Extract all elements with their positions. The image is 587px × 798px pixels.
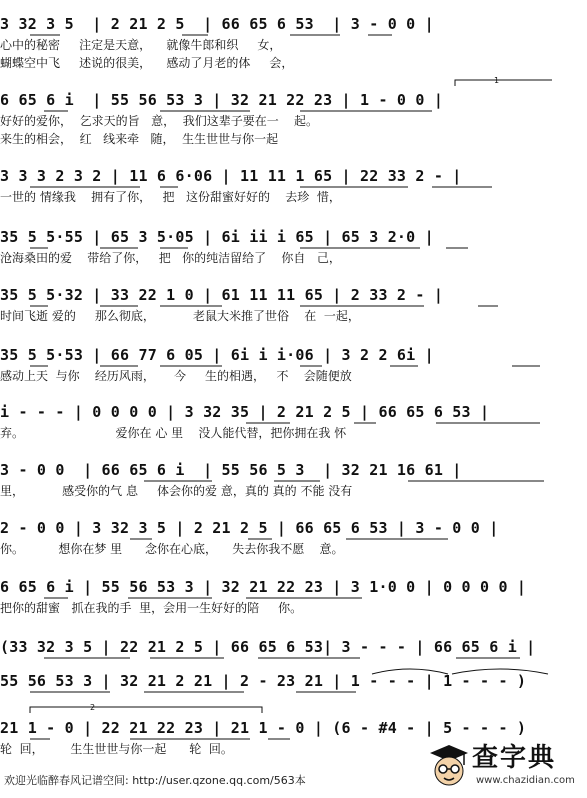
lyric-line: 弃。 爱你在 心 里 没人能代替，把你拥在我 怀	[0, 426, 347, 440]
mascot-icon	[426, 741, 472, 791]
notation-line: 3 32 3 5 | 2 21 2 5 | 66 65 6 53 | 3 - 0 0 |	[0, 15, 434, 33]
notation-line: 35 5 5·55 | 65 3 5·05 | 6i ii i 65 | 65 3 2·0 |	[0, 228, 434, 246]
lyric-line: 里， 感受你的气 息 体会你的爱 意，真的 真的 不能 没有	[0, 484, 353, 498]
notation-line: 35 5 5·53 | 66 77 6 05 | 6i i i·06 | 3 2 2 6i |	[0, 346, 434, 364]
notation-line: i - - - | 0 0 0 0 | 3 32 35 | 2 21 2 5 | 66 65 6 53 |	[0, 403, 490, 421]
notation-line: 3 - 0 0 | 66 65 6 i | 55 56 5 3 | 32 21 16 61 |	[0, 461, 462, 479]
site-logo	[424, 739, 584, 793]
lyric-verse-2: 蝴蝶空中飞 述说的很美， 感动了月老的体 会，	[0, 56, 294, 70]
lyric-line: 你。 想你在梦 里 念你在心底， 失去你我不愿 意。	[0, 542, 344, 556]
lyric-line: 轮 回， 生生世世与你一起 轮 回。	[0, 742, 233, 756]
svg-text:1: 1	[494, 76, 500, 85]
notation-line: (33 32 3 5 | 22 21 2 5 | 66 65 6 53| 3 - - - | 66 65 6 i |	[0, 638, 536, 656]
notation-line: 3 3 3 2 3 2 | 11 6 6·06 | 11 11 1 65 | 22 33 2 - |	[0, 167, 462, 185]
notation-line: 55 56 53 3 | 32 21 2 21 | 2 - 23 21 | 1 - - - | 1 - - - )	[0, 672, 527, 690]
logo-brand: 查字典	[472, 743, 557, 773]
footer-credit: 欢迎光临醉春风记谱空间: http://user.qzone.qq.com/563本	[4, 774, 306, 787]
lyric-line: 沧海桑田的爱 带给了你， 把 你的纯洁留给了 你自 己，	[0, 251, 341, 265]
notation-line: 35 5 5·32 | 33 22 1 0 | 61 11 11 65 | 2 33 2 - |	[0, 286, 444, 304]
lyric-line: 一世的 情缘我 拥有了你， 把 这份甜蜜好好的 去珍 惜，	[0, 190, 341, 204]
logo-url: www.chazidian.com	[476, 775, 575, 786]
notation-line: 6 65 6 i | 55 56 53 3 | 32 21 22 23 | 1 - 0 0 |	[0, 91, 444, 109]
lyric-verse-1: 好好的爱你， 乞求天的旨 意， 我们这辈子要在一 起。	[0, 114, 318, 128]
notation-line: 6 65 6 i | 55 56 53 3 | 32 21 22 23 | 3 1·0 0 | 0 0 0 0 |	[0, 578, 527, 596]
svg-text:2: 2	[90, 703, 96, 712]
lyric-verse-2: 来生的相会， 红 线来牵 随， 生生世世与你一起	[0, 132, 279, 146]
notation-line: 21 1 - 0 | 22 21 22 23 | 21 1 - 0 | (6 - #4 - | 5 - - - )	[0, 719, 527, 737]
lyric-line: 时间飞逝 爱的 那么彻底， 老鼠大米推了世俗 在 一起，	[0, 309, 360, 323]
lyric-verse-1: 心中的秘密 注定是天意， 就像牛郎和织 女，	[0, 38, 282, 52]
notation-line: 2 - 0 0 | 3 32 3 5 | 2 21 2 5 | 66 65 6 53 | 3 - 0 0 |	[0, 519, 499, 537]
lyric-line: 把你的甜蜜 抓在我的手 里，会用一生好好的陪 你。	[0, 601, 303, 615]
lyric-line: 感动上天 与你 经历风雨， 今 生的相遇， 不 会随便放	[0, 369, 352, 383]
